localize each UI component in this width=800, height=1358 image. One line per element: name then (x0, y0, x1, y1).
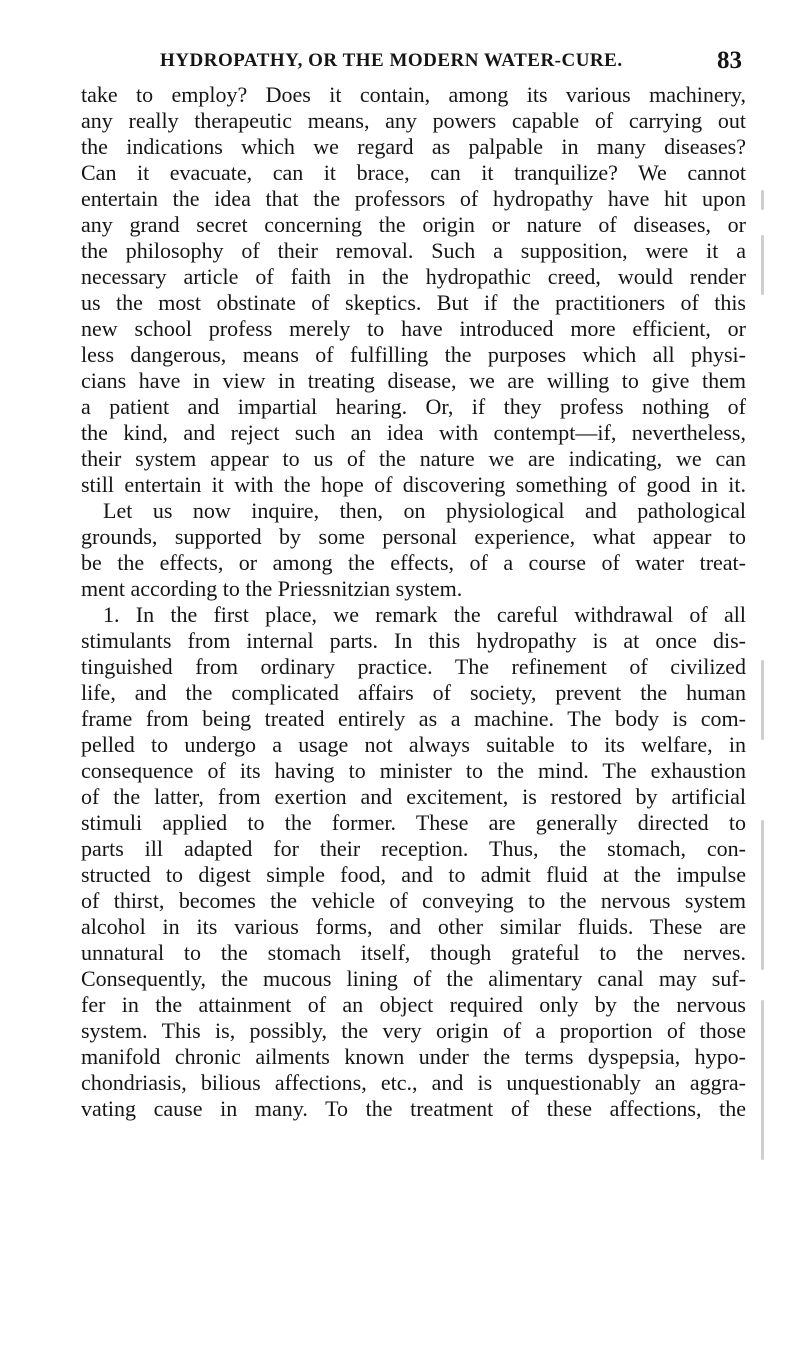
text-line: the kind, and reject such an idea with contempt—if, nevertheless, (81, 420, 746, 445)
text-line: take to employ? Does it contain, among its various machinery, (81, 82, 746, 107)
text-line: vating cause in many. To the treatment of these affections, the (81, 1096, 746, 1121)
text-line: parts ill adapted for their reception. Thus, the stomach, con- (81, 836, 746, 861)
text-line: cians have in view in treating disease, we are willing to give them (81, 368, 746, 393)
text-line: any really therapeutic means, any powers capable of carrying out (81, 108, 746, 133)
text-line: life, and the complicated affairs of society, prevent the human (81, 680, 746, 705)
body-text (81, 82, 746, 1122)
text-line: any grand secret concerning the origin or nature of diseases, or (81, 212, 746, 237)
text-line: us the most obstinate of skeptics. But if the practitioners of this (81, 290, 746, 315)
text-line: of thirst, becomes the vehicle of conveying to the nervous system (81, 888, 746, 913)
paragraph-end-line: ment according to the Priessnitzian system. (81, 576, 463, 601)
text-line: be the effects, or among the effects, of a course of water treat- (81, 550, 746, 575)
page-edge-shadow (761, 235, 764, 295)
text-line: entertain the idea that the professors of hydropathy have hit upon (81, 186, 746, 211)
text-line: Can it evacuate, can it brace, can it tranquilize? We cannot (81, 160, 746, 185)
text-line: unnatural to the stomach itself, though grateful to the nerves. (81, 940, 746, 965)
running-head: HYDROPATHY, OR THE MODERN WATER-CURE. (160, 50, 623, 71)
text-line: fer in the attainment of an object required only by the nervous (81, 992, 746, 1017)
text-line: system. This is, possibly, the very origin of a proportion of those (81, 1018, 746, 1043)
page-number: 83 (717, 47, 742, 74)
text-line: necessary article of faith in the hydropathic creed, would render (81, 264, 746, 289)
text-line: of the latter, from exertion and excitement, is restored by artificial (81, 784, 746, 809)
text-line: grounds, supported by some personal experience, what appear to (81, 524, 746, 549)
text-line: tinguished from ordinary practice. The refinement of civilized (81, 654, 746, 679)
page-edge-shadow (761, 660, 764, 740)
text-line: their system appear to us of the nature we are indicating, we can (81, 446, 746, 471)
text-line: new school profess merely to have introduced more efficient, or (81, 316, 746, 341)
text-line: consequence of its having to minister to the mind. The exhaustion (81, 758, 746, 783)
text-line: frame from being treated entirely as a machine. The body is com- (81, 706, 746, 731)
paragraph-start-line: 1. In the first place, we remark the careful withdrawal of all (103, 602, 746, 627)
text-line: stimulants from internal parts. In this hydropathy is at once dis- (81, 628, 746, 653)
text-line: Consequently, the mucous lining of the alimentary canal may suf- (81, 966, 746, 991)
page-edge-shadow (761, 190, 764, 210)
page-edge-shadow (761, 820, 764, 970)
paragraph-start-line: Let us now inquire, then, on physiological and pathological (103, 498, 746, 523)
text-line: still entertain it with the hope of discovering something of good in it. (81, 472, 746, 497)
text-line: chondriasis, bilious affections, etc., and is unquestionably an aggra- (81, 1070, 746, 1095)
text-line: manifold chronic ailments known under the terms dyspepsia, hypo- (81, 1044, 746, 1069)
text-line: the indications which we regard as palpable in many diseases? (81, 134, 746, 159)
text-line: the philosophy of their removal. Such a supposition, were it a (81, 238, 746, 263)
text-line: structed to digest simple food, and to admit fluid at the impulse (81, 862, 746, 887)
text-line: pelled to undergo a usage not always suitable to its welfare, in (81, 732, 746, 757)
text-line: alcohol in its various forms, and other similar fluids. These are (81, 914, 746, 939)
text-line: stimuli applied to the former. These are generally directed to (81, 810, 746, 835)
page-edge-shadow (761, 1000, 764, 1160)
text-line: less dangerous, means of fulfilling the purposes which all physi- (81, 342, 746, 367)
text-line: a patient and impartial hearing. Or, if they profess nothing of (81, 394, 746, 419)
